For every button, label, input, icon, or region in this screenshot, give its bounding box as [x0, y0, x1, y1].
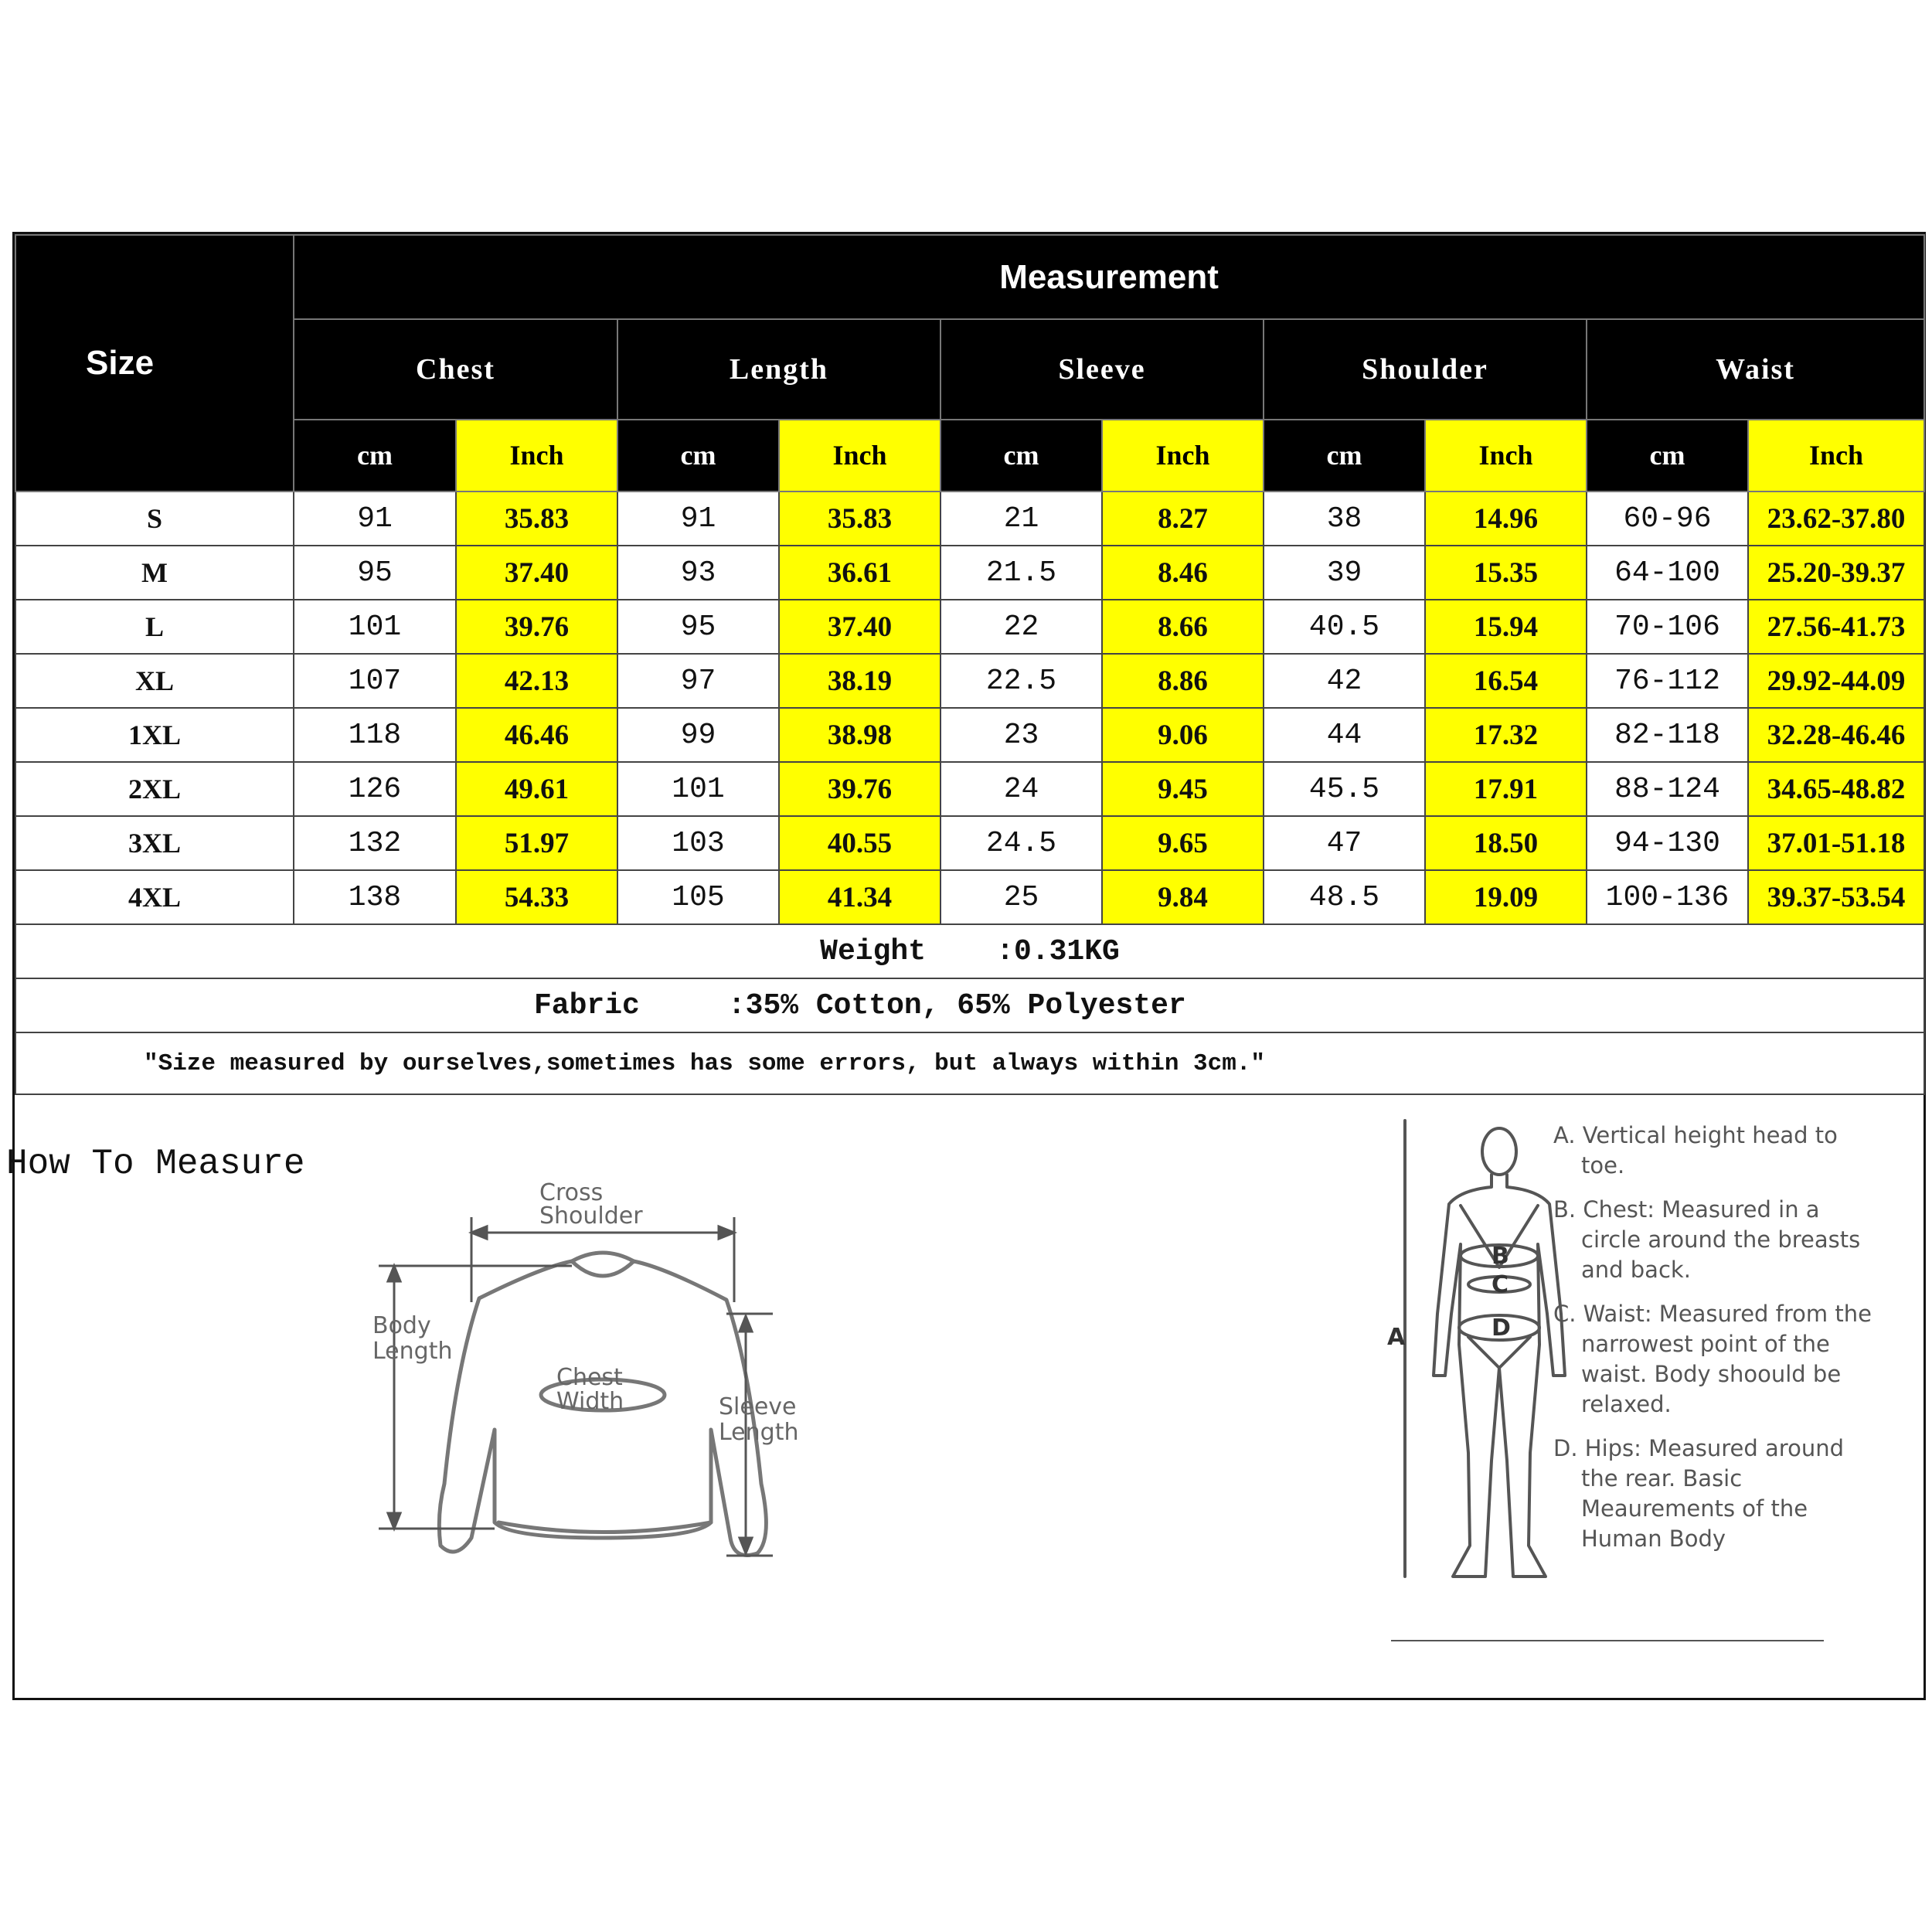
length-inch-cell: 36.61 — [779, 546, 940, 600]
table-row — [15, 600, 1924, 654]
table-row — [15, 708, 1924, 762]
length-cm-cell: 99 — [617, 708, 779, 762]
length-inch-cell: 41.34 — [779, 870, 940, 924]
size-cell: S — [15, 492, 294, 546]
waist-inch-cell: 37.01-51.18 — [1748, 816, 1924, 870]
shoulder-cm-cell: 40.5 — [1264, 600, 1425, 654]
size-cell: 3XL — [15, 816, 294, 870]
length-inch-cell: 39.76 — [779, 762, 940, 816]
size-cell: 1XL — [15, 708, 294, 762]
sleeve-inch-cell: 8.27 — [1102, 492, 1264, 546]
sleeve-cm-cell: 25 — [940, 870, 1102, 924]
shoulder-cm-cell: 44 — [1264, 708, 1425, 762]
length-inch-cell: 35.83 — [779, 492, 940, 546]
waist-cm-cell: 88-124 — [1587, 762, 1748, 816]
legend-item-d: D. Hips: Measured around the rear. Basic Meaurements of the Human Body — [1553, 1435, 1844, 1552]
sleeve-length-label-1: Sleeve — [719, 1393, 797, 1420]
chest-inch-cell: 42.13 — [456, 654, 617, 708]
shoulder-cm-cell: 42 — [1264, 654, 1425, 708]
size-cell: 2XL — [15, 762, 294, 816]
shoulder-inch-cell: 14.96 — [1425, 492, 1587, 546]
shoulder-inch-cell: 17.91 — [1425, 762, 1587, 816]
sleeve-inch-cell: 8.86 — [1102, 654, 1264, 708]
sleeve-cm-cell: 23 — [940, 708, 1102, 762]
sleeve-inch-cell: 9.84 — [1102, 870, 1264, 924]
group-header-shoulder: Shoulder — [1264, 319, 1587, 420]
sleeve-inch-cell: 9.65 — [1102, 816, 1264, 870]
sleeve-inch-cell: 8.66 — [1102, 600, 1264, 654]
fabric-value: :35% Cotton, 65% Polyester — [727, 988, 1186, 1022]
shoulder-inch-cell: 15.94 — [1425, 600, 1587, 654]
unit-header-inch: Inch — [456, 420, 617, 492]
chest-cm-cell: 101 — [294, 600, 456, 654]
cross-shoulder-label-1: Cross — [539, 1179, 604, 1206]
body-length-label-1: Body — [372, 1312, 431, 1339]
chest-cm-cell: 132 — [294, 816, 456, 870]
shoulder-cm-cell: 45.5 — [1264, 762, 1425, 816]
chest-cm-cell: 91 — [294, 492, 456, 546]
chest-inch-cell: 54.33 — [456, 870, 617, 924]
waist-cm-cell: 82-118 — [1587, 708, 1748, 762]
length-cm-cell: 93 — [617, 546, 779, 600]
waist-inch-cell: 39.37-53.54 — [1748, 870, 1924, 924]
waist-cm-cell: 70-106 — [1587, 600, 1748, 654]
waist-inch-cell: 32.28-46.46 — [1748, 708, 1924, 762]
group-header-chest: Chest — [294, 319, 617, 420]
sleeve-cm-cell: 22.5 — [940, 654, 1102, 708]
length-cm-cell: 103 — [617, 816, 779, 870]
shoulder-inch-cell: 18.50 — [1425, 816, 1587, 870]
shoulder-cm-cell: 39 — [1264, 546, 1425, 600]
table-row — [15, 654, 1924, 708]
group-header-waist: Waist — [1587, 319, 1924, 420]
waist-inch-cell: 27.56-41.73 — [1748, 600, 1924, 654]
how-to-measure-title: How To Measure — [6, 1144, 305, 1184]
shoulder-inch-cell: 19.09 — [1425, 870, 1587, 924]
sleeve-cm-cell: 24.5 — [940, 816, 1102, 870]
shoulder-inch-cell: 16.54 — [1425, 654, 1587, 708]
shirt-diagram — [371, 1175, 819, 1592]
unit-header-cm: cm — [1264, 420, 1425, 492]
size-header: Size — [15, 235, 294, 492]
chest-width-label-1: Chest — [556, 1364, 623, 1391]
legend-item-b: B. Chest: Measured in a circle around the breasts and back. — [1553, 1196, 1861, 1283]
waist-cm-cell: 64-100 — [1587, 546, 1748, 600]
shoulder-inch-cell: 15.35 — [1425, 546, 1587, 600]
chest-cm-cell: 95 — [294, 546, 456, 600]
unit-header-cm: cm — [940, 420, 1102, 492]
length-cm-cell: 95 — [617, 600, 779, 654]
waist-inch-cell: 25.20-39.37 — [1748, 546, 1924, 600]
table-row — [15, 816, 1924, 870]
chest-inch-cell: 49.61 — [456, 762, 617, 816]
sleeve-inch-cell: 8.46 — [1102, 546, 1264, 600]
chest-cm-cell: 138 — [294, 870, 456, 924]
chest-inch-cell: 51.97 — [456, 816, 617, 870]
sleeve-inch-cell: 9.45 — [1102, 762, 1264, 816]
group-header-length: Length — [617, 319, 940, 420]
body-length-label-2: Length — [372, 1338, 453, 1365]
chest-inch-cell: 35.83 — [456, 492, 617, 546]
unit-header-inch: Inch — [1102, 420, 1264, 492]
unit-header-inch: Inch — [779, 420, 940, 492]
weight-row — [15, 924, 1924, 978]
chest-inch-cell: 46.46 — [456, 708, 617, 762]
size-table — [15, 234, 1925, 1095]
unit-header-cm: cm — [617, 420, 779, 492]
shoulder-cm-cell: 47 — [1264, 816, 1425, 870]
shoulder-cm-cell: 38 — [1264, 492, 1425, 546]
unit-header-inch: Inch — [1425, 420, 1587, 492]
cross-shoulder-label-2: Shoulder — [539, 1202, 643, 1230]
chest-width-label-2: Width — [556, 1388, 624, 1415]
measurement-note: "Size measured by ourselves,sometimes has some errors, but always within 3cm." — [15, 1032, 1924, 1094]
length-cm-cell: 91 — [617, 492, 779, 546]
waist-cm-cell: 76-112 — [1587, 654, 1748, 708]
chest-cm-cell: 118 — [294, 708, 456, 762]
table-row — [15, 762, 1924, 816]
length-inch-cell: 37.40 — [779, 600, 940, 654]
group-header-sleeve: Sleeve — [940, 319, 1264, 420]
size-cell: 4XL — [15, 870, 294, 924]
legend-item-c: C. Waist: Measured from the narrowest point of the waist. Body shoould be relaxed. — [1553, 1301, 1872, 1417]
fabric-label: Fabric — [534, 988, 640, 1022]
measurement-legend — [1553, 1121, 1878, 1568]
shoulder-cm-cell: 48.5 — [1264, 870, 1425, 924]
sleeve-cm-cell: 24 — [940, 762, 1102, 816]
marker-a: A — [1387, 1324, 1406, 1351]
unit-header-cm: cm — [294, 420, 456, 492]
sleeve-cm-cell: 21.5 — [940, 546, 1102, 600]
marker-b: B — [1492, 1243, 1509, 1270]
size-cell: M — [15, 546, 294, 600]
sleeve-length-label-2: Length — [719, 1419, 799, 1446]
waist-inch-cell: 34.65-48.82 — [1748, 762, 1924, 816]
marker-c: C — [1492, 1271, 1509, 1298]
waist-cm-cell: 100-136 — [1587, 870, 1748, 924]
chest-cm-cell: 126 — [294, 762, 456, 816]
size-cell: L — [15, 600, 294, 654]
size-cell: XL — [15, 654, 294, 708]
length-inch-cell: 38.98 — [779, 708, 940, 762]
legend-item-a: A. Vertical height head to toe. — [1553, 1122, 1838, 1179]
waist-inch-cell: 29.92-44.09 — [1748, 654, 1924, 708]
unit-header-cm: cm — [1587, 420, 1748, 492]
waist-cm-cell: 60-96 — [1587, 492, 1748, 546]
weight-value: :0.31KG — [996, 934, 1120, 968]
sleeve-cm-cell: 22 — [940, 600, 1102, 654]
chest-cm-cell: 107 — [294, 654, 456, 708]
chest-inch-cell: 37.40 — [456, 546, 617, 600]
marker-d: D — [1492, 1315, 1511, 1342]
measurement-header: Measurement — [294, 235, 1924, 319]
length-cm-cell: 101 — [617, 762, 779, 816]
body-diagram-baseline — [1391, 1640, 1824, 1641]
sleeve-cm-cell: 21 — [940, 492, 1102, 546]
table-row — [15, 492, 1924, 546]
weight-label: Weight — [820, 934, 926, 968]
table-row — [15, 870, 1924, 924]
shoulder-inch-cell: 17.32 — [1425, 708, 1587, 762]
length-inch-cell: 40.55 — [779, 816, 940, 870]
waist-inch-cell: 23.62-37.80 — [1748, 492, 1924, 546]
chest-inch-cell: 39.76 — [456, 600, 617, 654]
unit-header-inch: Inch — [1748, 420, 1924, 492]
table-row — [15, 546, 1924, 600]
length-inch-cell: 38.19 — [779, 654, 940, 708]
length-cm-cell: 97 — [617, 654, 779, 708]
waist-cm-cell: 94-130 — [1587, 816, 1748, 870]
length-cm-cell: 105 — [617, 870, 779, 924]
sleeve-inch-cell: 9.06 — [1102, 708, 1264, 762]
fabric-row — [15, 978, 1924, 1032]
